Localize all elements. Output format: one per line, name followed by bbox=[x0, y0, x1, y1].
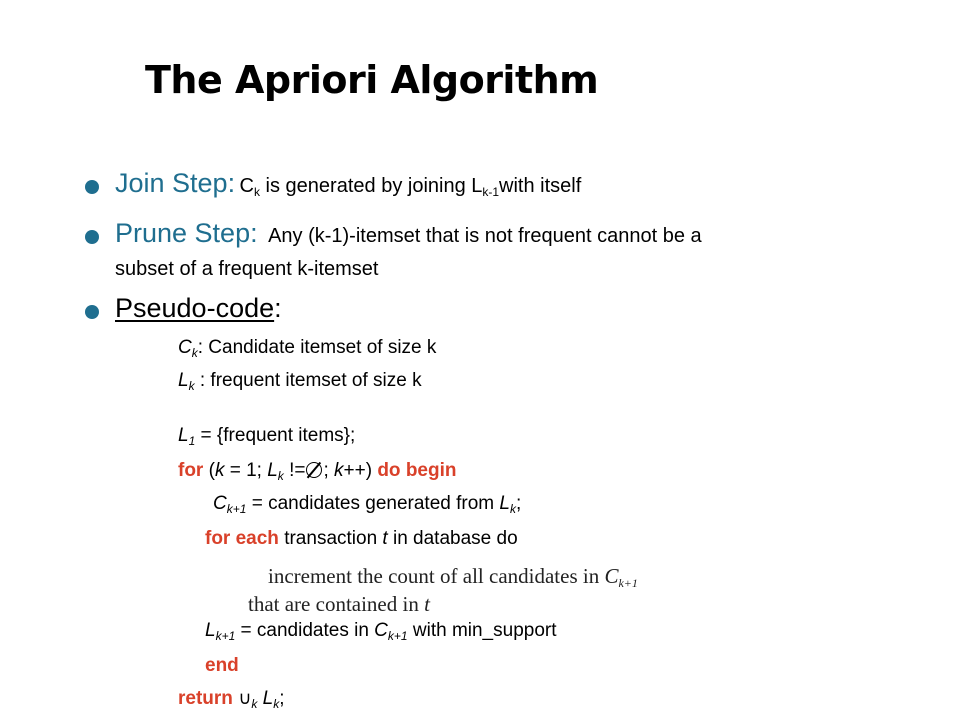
prune-step-text-2: subset of a frequent k-itemset bbox=[115, 258, 379, 280]
bullet-dot bbox=[85, 180, 99, 194]
join-step-bullet: Join Step: $C_k$ is generated by joining $L_{k-1}with$ itself bbox=[115, 168, 582, 199]
code-line-return: return $\cup_k$ $L_k$; bbox=[178, 688, 285, 711]
pseudo-code-bullet: Pseudo-code: bbox=[115, 293, 282, 323]
code-line-end: end bbox=[205, 655, 239, 676]
bullet-dot bbox=[85, 230, 99, 244]
empty-set-icon bbox=[306, 462, 322, 478]
join-step-text: $C_k$ is generated by joining $L_{k-1}with$ itself bbox=[239, 175, 582, 199]
code-line-increment: increment the count of all candidates in $C_{k+1}$ bbox=[268, 564, 638, 590]
code-line-l1-init: $L_1$ = {frequent items}; bbox=[178, 425, 356, 448]
pseudo-code-label: Pseudo-code bbox=[115, 293, 275, 323]
code-line-lk-def: $L_k$ : frequent itemset of size k bbox=[178, 370, 422, 393]
code-line-ck-def: $C_k$: Candidate itemset of size k bbox=[178, 337, 437, 360]
code-line-for-loop: for (k = 1; $L_k$ != ; k++) do begin bbox=[178, 460, 457, 483]
code-line-candidate-gen: $C_{k+1}$ = candidates generated from $L_k$; bbox=[213, 493, 522, 516]
code-line-for-each: for each transaction t in database do bbox=[205, 528, 518, 549]
prune-step-text-1: Any (k-1)-itemset that is not frequent cannot be a bbox=[268, 225, 702, 247]
code-line-contained: that are contained in t bbox=[248, 592, 430, 616]
join-step-label: Join Step bbox=[115, 168, 228, 198]
code-line-lk1-assign: $L_{k+1}$ = candidates in $C_{k+1}$ with min_support bbox=[205, 620, 557, 643]
union-icon: ∪ bbox=[238, 688, 252, 709]
bullet-dot bbox=[85, 305, 99, 319]
prune-step-bullet: Prune Step: Any (k-1)-itemset that is not frequent cannot be a bbox=[115, 218, 702, 248]
slide-title: The Apriori Algorithm bbox=[145, 58, 599, 102]
prune-step-label: Prune Step bbox=[115, 218, 251, 248]
